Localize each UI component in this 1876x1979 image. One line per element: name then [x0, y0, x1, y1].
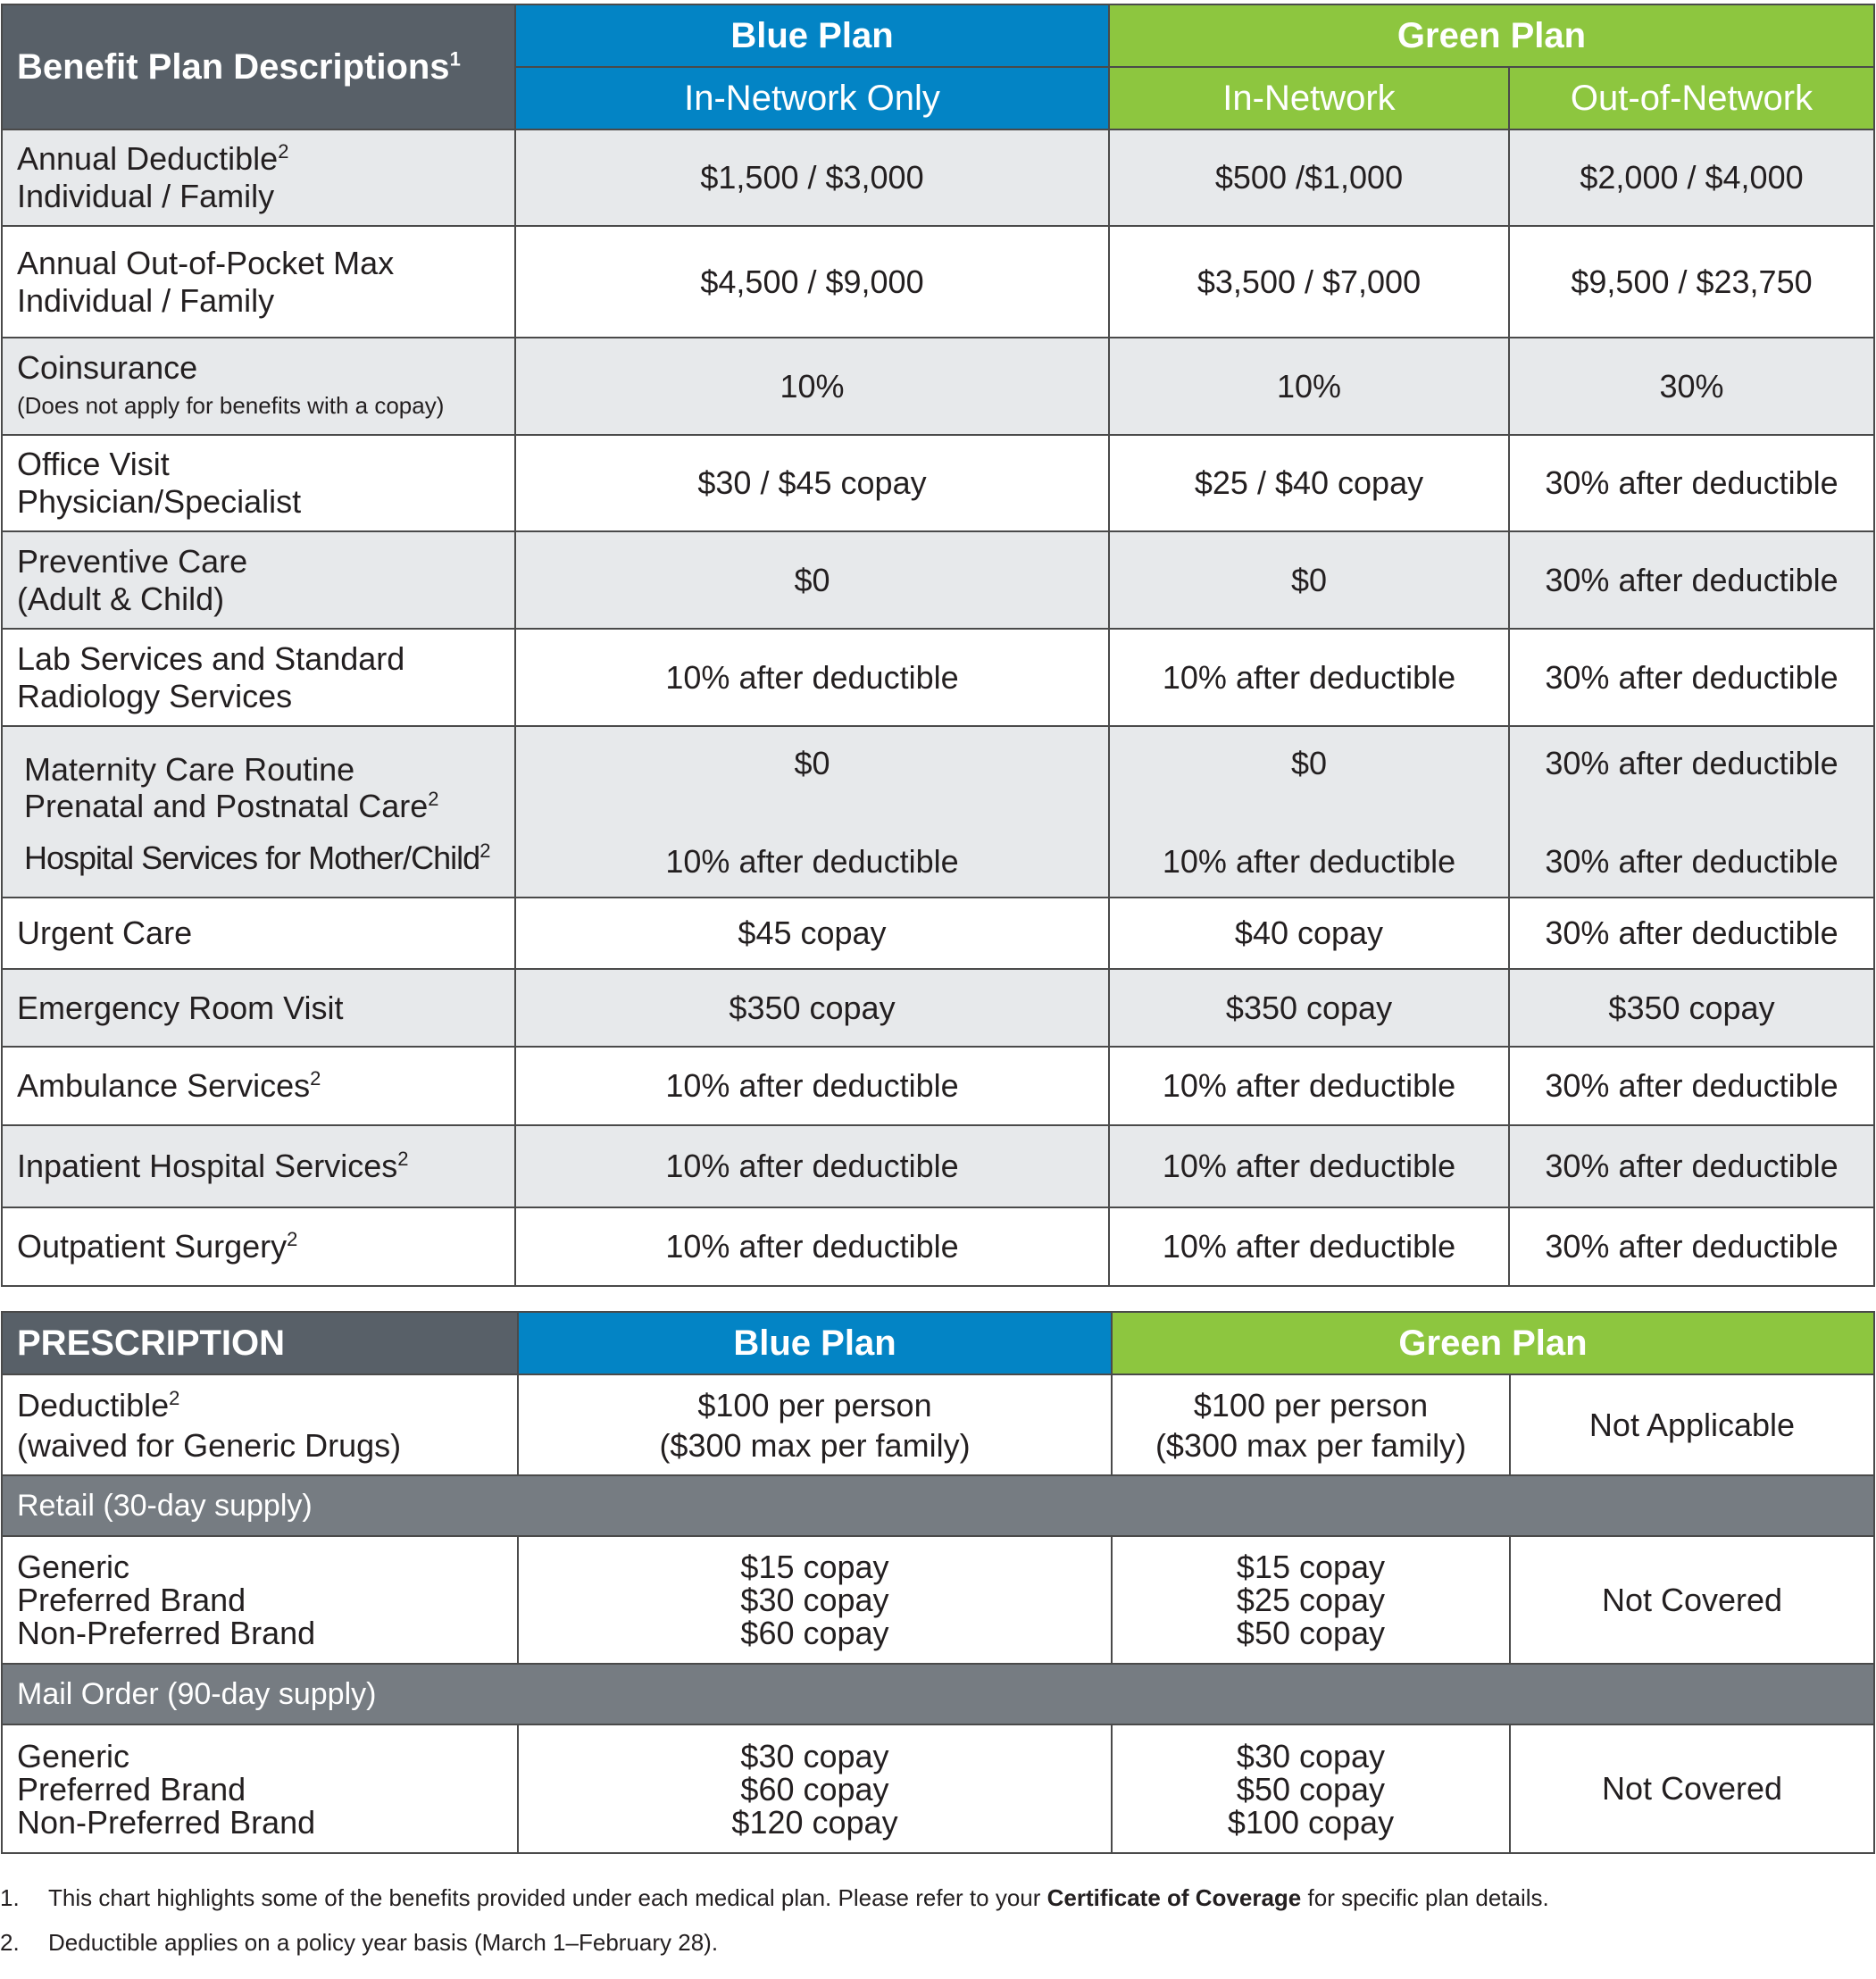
row-label: Emergency Room Visit — [2, 969, 515, 1047]
blue-value: $45 copay — [515, 898, 1109, 969]
green-out-value: Not Applicable — [1510, 1374, 1874, 1475]
row-label: Outpatient Surgery$^2$ — [2, 1207, 515, 1286]
table-row — [2, 1047, 1874, 1125]
green-in-value: $100 per person ($300 max per family) — [1112, 1374, 1510, 1475]
green-in-value: $3,500 / $7,000 — [1109, 226, 1509, 338]
blue-value: $15 copay $30 copay $60 copay — [518, 1536, 1112, 1664]
green-out-value: Not Covered — [1510, 1724, 1874, 1853]
green-out-network-header: Out-of-Network — [1509, 67, 1874, 129]
blue-value: $30 copay $60 copay $120 copay — [518, 1724, 1112, 1853]
blue-value: 10% after deductible — [515, 1207, 1109, 1286]
green-in-value: $350 copay — [1109, 969, 1509, 1047]
green-out-value: Not Covered — [1510, 1536, 1874, 1664]
row-label: Generic Preferred Brand Non-Preferred Brand — [2, 1536, 518, 1664]
green-in-value: $30 copay $50 copay $100 copay — [1112, 1724, 1510, 1853]
green-out-value: 30% after deductible — [1509, 1207, 1874, 1286]
green-in-value: $500 /$1,000 — [1109, 129, 1509, 226]
blue-value: $0 10% after deductible — [515, 726, 1109, 898]
row-label: Generic Preferred Brand Non-Preferred Brand — [2, 1724, 518, 1853]
table-row — [2, 1207, 1874, 1286]
prescription-title: PRESCRIPTION — [2, 1312, 518, 1374]
green-out-value: $9,500 / $23,750 — [1509, 226, 1874, 338]
blue-value: 10% after deductible — [515, 1047, 1109, 1125]
table-row — [2, 1536, 1874, 1664]
green-in-value: $0 — [1109, 531, 1509, 629]
table-row — [2, 435, 1874, 531]
benefits-page: Benefit Plan Descriptions$^1$ Blue Plan Green Plan In-Network Only In-Network Out-of-Network Annual Deductible$^2$ Individual / Family $1,500 / $3,000 $500 /$1,000 $2,000 / $4,000 Annual Out-of-Pocket Max Individual / Family $4,500 / $9,000 $3,500 / $7,000 $9,500 / $23,750 Coinsurance (Does not apply for benefits with a copay) 10% 10% 30% Office Visit Physician/Specialist $30 / $45 copay $25 / $40 copay 30% after deductible Preventive Care (Adult & Child) $0 $0 30% after deductible Lab Services and Standard Radiology Services 10% after deductible 10% after deductible 30% after deductible Maternity Care Routine Prenatal and Postnatal Care$^2$ Hospital Services for Mother/Child$^2$ $0 10% after deductible $0 10% after deductible 30% after deductible 30% after deductible Urgent Care $45 copay $40 copay 30% after deductible Emergency Room Visit $350 copay $350 copay $350 copay Ambulance Services$^2$ 10% after deductible 10% after deductible 30% after deductible Inpatient Hospital Services$^2$ 10% after deductible 10% after deductible 30% after deductible Outpatient Surgery$^2$ 10% after deductible 10% after deductible 30% after deductible PRESCRIPTION Blue Plan Green Plan Deductible$^2$ (waived for Generic Drugs) $100 per person ($300 max per family) $100 per person ($300 max per family) Not Applicable Retail (30-day supply) Generic Preferred Brand Non-Preferred Brand $15 copay $30 copay $60 copay $15 copay $25 copay $50 copay Not Covered Mail Order (90-day supply) Generic Preferred Brand Non-Preferred Brand $30 copay $60 copay $120 copay $30 copay $50 copay $100 copay Not Covered 1. This chart highlights some of the benefits provided under each medical plan. Please refer to your Certificate of Coverage for specific plan details. 2. Deductible applies on a policy year basis (March 1–February 28). — [0, 0, 1876, 1979]
table-row — [2, 726, 1874, 898]
blue-value: 10% — [515, 338, 1109, 435]
green-out-value: 30% — [1509, 338, 1874, 435]
row-label: Office Visit Physician/Specialist — [2, 435, 515, 531]
row-label: Deductible$^2$ (waived for Generic Drugs) — [2, 1374, 518, 1475]
row-label: Annual Out-of-Pocket Max Individual / Family — [2, 226, 515, 338]
green-out-value: 30% after deductible — [1509, 531, 1874, 629]
green-in-value: $15 copay $25 copay $50 copay — [1112, 1536, 1510, 1664]
table-row — [2, 1125, 1874, 1207]
blue-value: $0 — [515, 531, 1109, 629]
table-row — [2, 629, 1874, 726]
green-in-value: $40 copay — [1109, 898, 1509, 969]
blue-value: 10% after deductible — [515, 629, 1109, 726]
benefit-table-title: Benefit Plan Descriptions$^1$ — [2, 4, 515, 129]
row-label: Maternity Care Routine Prenatal and Postnatal Care$^2$ Hospital Services for Mother/Child$^2$ — [2, 726, 515, 898]
row-label: Ambulance Services$^2$ — [2, 1047, 515, 1125]
row-label: Preventive Care (Adult & Child) — [2, 531, 515, 629]
retail-section-header: Retail (30-day supply) — [2, 1475, 1874, 1536]
green-in-value: 10% after deductible — [1109, 629, 1509, 726]
blue-in-network-header: In-Network Only — [515, 67, 1109, 129]
green-out-value: 30% after deductible — [1509, 1125, 1874, 1207]
row-label: Urgent Care — [2, 898, 515, 969]
green-out-value: 30% after deductible 30% after deductible — [1509, 726, 1874, 898]
table-row — [2, 898, 1874, 969]
green-in-value: $25 / $40 copay — [1109, 435, 1509, 531]
green-in-value: 10% — [1109, 338, 1509, 435]
green-out-value: 30% after deductible — [1509, 898, 1874, 969]
row-label: Annual Deductible$^2$ Individual / Family — [2, 129, 515, 226]
blue-value: $350 copay — [515, 969, 1109, 1047]
benefit-plan-table — [1, 4, 1875, 1287]
blue-value: $4,500 / $9,000 — [515, 226, 1109, 338]
table-row — [2, 226, 1874, 338]
green-in-value: 10% after deductible — [1109, 1207, 1509, 1286]
blue-value: 10% after deductible — [515, 1125, 1109, 1207]
table-row — [2, 338, 1874, 435]
green-out-value: 30% after deductible — [1509, 629, 1874, 726]
row-label: Lab Services and Standard Radiology Services — [2, 629, 515, 726]
table-row — [2, 1374, 1874, 1475]
green-plan-header: Green Plan — [1109, 4, 1874, 67]
blue-plan-header: Blue Plan — [515, 4, 1109, 67]
blue-value: $30 / $45 copay — [515, 435, 1109, 531]
green-out-value: 30% after deductible — [1509, 435, 1874, 531]
green-out-value: $2,000 / $4,000 — [1509, 129, 1874, 226]
green-in-network-header: In-Network — [1109, 67, 1509, 129]
green-out-value: 30% after deductible — [1509, 1047, 1874, 1125]
table-row — [2, 531, 1874, 629]
table-row — [2, 129, 1874, 226]
row-label: Inpatient Hospital Services$^2$ — [2, 1125, 515, 1207]
green-in-value: 10% after deductible — [1109, 1125, 1509, 1207]
green-in-value: 10% after deductible — [1109, 1047, 1509, 1125]
table-row — [2, 1724, 1874, 1853]
green-in-value: $0 10% after deductible — [1109, 726, 1509, 898]
green-out-value: $350 copay — [1509, 969, 1874, 1047]
mail-order-section-header: Mail Order (90-day supply) — [2, 1664, 1874, 1724]
table-row — [2, 969, 1874, 1047]
rx-blue-plan-header: Blue Plan — [518, 1312, 1112, 1374]
prescription-table — [1, 1311, 1875, 1854]
blue-value: $1,500 / $3,000 — [515, 129, 1109, 226]
rx-green-plan-header: Green Plan — [1112, 1312, 1874, 1374]
row-label: Coinsurance (Does not apply for benefits with a copay) — [2, 338, 515, 435]
blue-value: $100 per person ($300 max per family) — [518, 1374, 1112, 1475]
